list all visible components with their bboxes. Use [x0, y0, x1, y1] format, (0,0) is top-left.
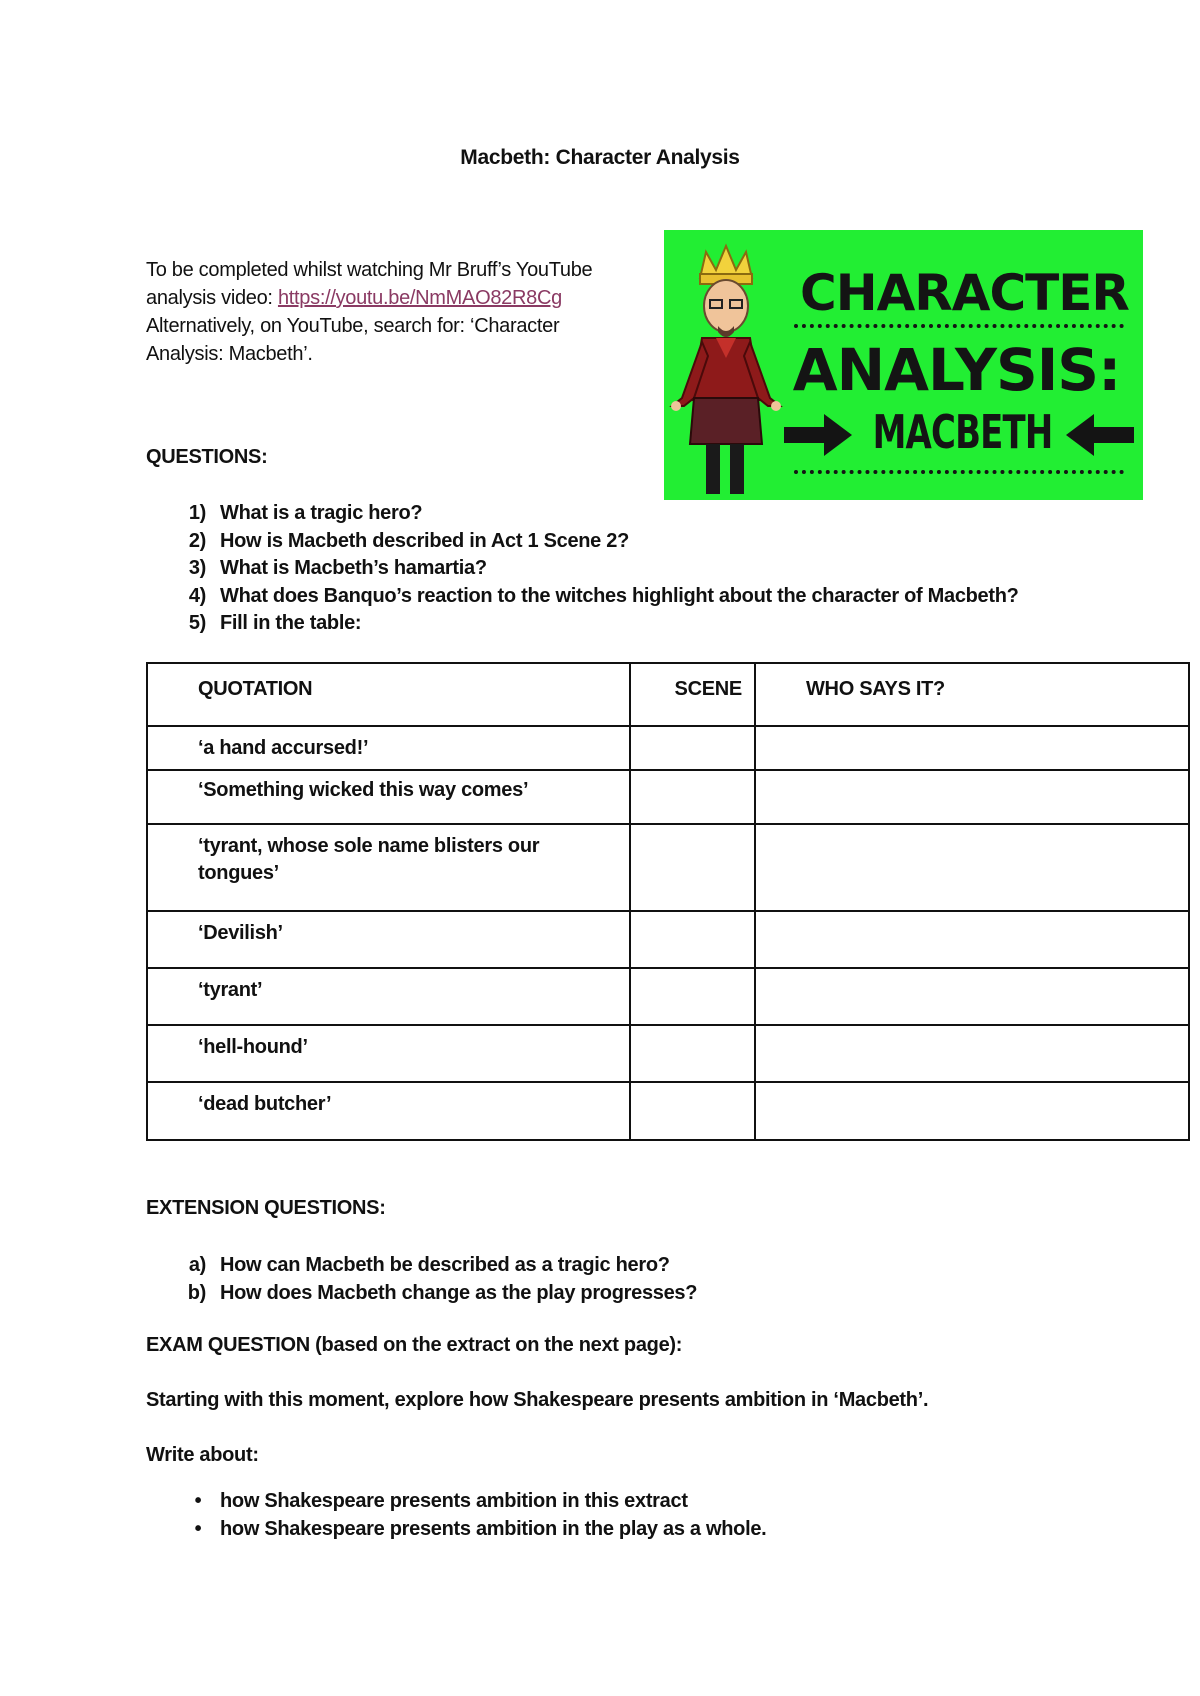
scene-cell[interactable]: [630, 968, 755, 1025]
table-row: [147, 824, 1189, 911]
intro-line: Alternatively, on YouTube, search for: ‘Character: [146, 315, 560, 337]
bullet-icon: •: [194, 1490, 202, 1512]
scene-cell[interactable]: [630, 726, 755, 770]
table-row: [147, 770, 1189, 824]
page-title: Macbeth: Character Analysis: [460, 146, 740, 169]
questions-heading: QUESTIONS:: [146, 446, 268, 468]
table-row: [147, 968, 1189, 1025]
list-item: 4) What does Banquo’s reaction to the witches highlight about the character of Macbeth?: [188, 584, 1019, 607]
quote-cell: ‘Something wicked this way comes’: [147, 770, 630, 824]
quote-cell: ‘hell-hound’: [147, 1025, 630, 1082]
table-row: [147, 911, 1189, 968]
list-item: 3) What is Macbeth’s hamartia?: [188, 557, 487, 579]
intro-prefix: analysis video:: [146, 287, 278, 309]
list-item: b) How does Macbeth change as the play progresses?: [187, 1282, 698, 1304]
exam-question-heading: [146, 1334, 682, 1357]
list-item: 1) What is a tragic hero?: [188, 502, 423, 524]
quote-cell: ‘dead butcher’: [147, 1082, 630, 1140]
list-item: 2) How is Macbeth described in Act 1 Scene 2?: [188, 529, 630, 552]
who-cell[interactable]: [755, 726, 1189, 770]
list-item: • how Shakespeare presents ambition in this extract: [146, 1487, 766, 1515]
table-row: [147, 1025, 1189, 1082]
quote-cell: ‘a hand accursed!’: [147, 726, 630, 770]
intro-line: To be completed whilst watching Mr Bruff’s YouTube: [146, 259, 593, 281]
exam-prompt: Starting with this moment, explore how Shakespeare presents ambition in ‘Macbeth’.: [146, 1389, 929, 1411]
list-item: • how Shakespeare presents ambition in the play as a whole.: [146, 1515, 766, 1543]
scene-cell[interactable]: [630, 1025, 755, 1082]
scene-cell[interactable]: [630, 911, 755, 968]
quotation-table: [146, 662, 1190, 1141]
who-cell[interactable]: [755, 968, 1189, 1025]
who-cell[interactable]: [755, 770, 1189, 824]
column-header-who: WHO SAYS IT?: [755, 663, 1189, 726]
dotted-divider: [794, 324, 1124, 328]
table-row: [147, 726, 1189, 770]
dotted-divider: [794, 470, 1124, 474]
write-about-bullets: [146, 1487, 766, 1543]
extension-questions-list: [146, 1251, 697, 1307]
quote-cell: ‘Devilish’: [147, 911, 630, 968]
scene-cell[interactable]: [630, 1082, 755, 1140]
column-header-scene: SCENE: [630, 663, 755, 726]
who-cell[interactable]: [755, 911, 1189, 968]
quote-cell: ‘tyrant, whose sole name blisters our tongues’: [147, 824, 630, 911]
exam-heading-bold: EXAM QUESTION: [146, 1334, 310, 1356]
table-header-row: [147, 663, 1189, 726]
who-cell[interactable]: [755, 1082, 1189, 1140]
column-header-quotation: QUOTATION: [147, 663, 630, 726]
character-analysis-banner: [664, 230, 1143, 500]
banner-line-analysis: ANALYSIS:: [792, 336, 1121, 404]
quote-cell: ‘tyrant’: [147, 968, 630, 1025]
scene-cell[interactable]: [630, 824, 755, 911]
list-item: 5) Fill in the table:: [188, 612, 362, 634]
who-cell[interactable]: [755, 824, 1189, 911]
intro-line: [146, 284, 666, 312]
video-link[interactable]: https://youtu.be/NmMAO82R8Cg: [277, 287, 562, 309]
extension-heading: EXTENSION QUESTIONS:: [146, 1197, 386, 1219]
scene-cell[interactable]: [630, 770, 755, 824]
banner-line-macbeth: MACBETH: [872, 405, 1053, 459]
intro-line: Analysis: Macbeth’.: [146, 343, 313, 365]
banner-line-character: CHARACTER: [800, 264, 1129, 322]
list-item: a) How can Macbeth be described as a tragic hero?: [188, 1254, 670, 1276]
exam-heading-suffix: (based on the extract on the next page):: [309, 1334, 683, 1356]
intro-text: [146, 256, 666, 368]
who-cell[interactable]: [755, 1025, 1189, 1082]
write-about-label: Write about:: [146, 1444, 259, 1466]
questions-list: [146, 500, 1019, 638]
bullet-icon: •: [194, 1518, 202, 1540]
table-row: [147, 1082, 1189, 1140]
